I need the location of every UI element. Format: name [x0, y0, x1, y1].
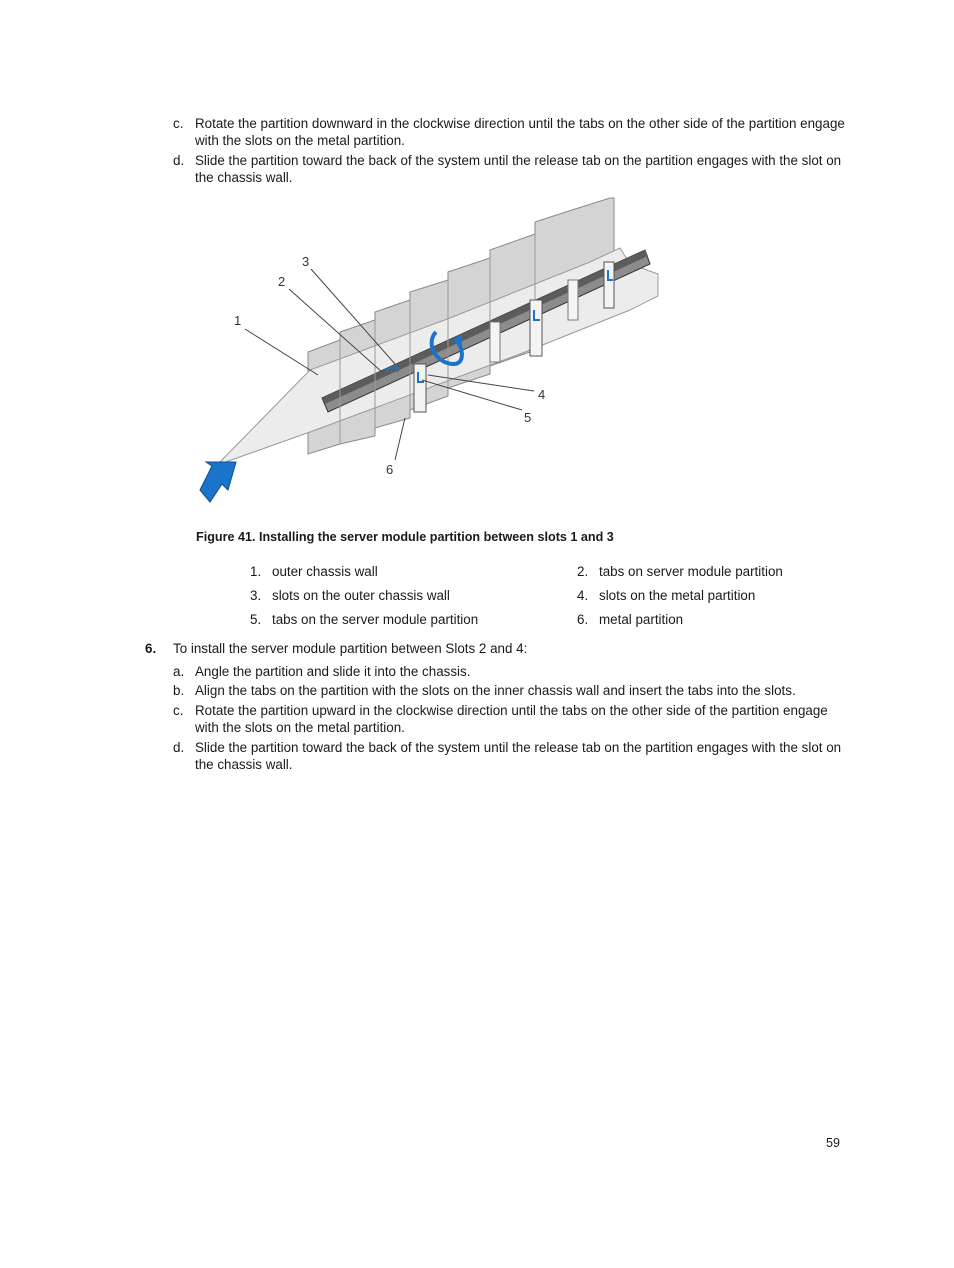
- tab-block: [414, 364, 426, 412]
- callout-4: 4: [538, 387, 546, 402]
- tab-block: [530, 300, 542, 356]
- figure-caption: Figure 41. Installing the server module partition between slots 1 and 3: [196, 530, 614, 544]
- step-marker: c.: [173, 116, 184, 131]
- figure-illustration: [190, 192, 670, 510]
- step-text-line2: with the slots on the metal partition.: [195, 133, 405, 148]
- step-number: 6.: [145, 641, 157, 656]
- step-text-line1: Slide the partition toward the back of the system until the release tab on the partition engages with the slot on: [195, 153, 842, 168]
- callout-2: 2: [278, 274, 286, 289]
- page-number: 59: [826, 1136, 841, 1150]
- callout-6: 6: [386, 462, 394, 477]
- step-text-line1: Rotate the partition downward in the clockwise direction until the tabs on the other side of the partition engage: [195, 116, 845, 131]
- step-marker: d.: [173, 153, 185, 168]
- callout-1: 1: [234, 313, 242, 328]
- step-text-line2: the chassis wall.: [195, 170, 293, 185]
- callout-3: 3: [302, 254, 310, 269]
- callout-5: 5: [524, 410, 532, 425]
- callout-leader-1: [245, 329, 318, 375]
- insert-direction-arrow-icon: [200, 462, 236, 502]
- partition-installation-figure: [190, 192, 670, 510]
- tab-block: [604, 262, 614, 308]
- callout-leader-6: [395, 418, 405, 460]
- step-intro: To install the server module partition between Slots 2 and 4:: [173, 641, 528, 656]
